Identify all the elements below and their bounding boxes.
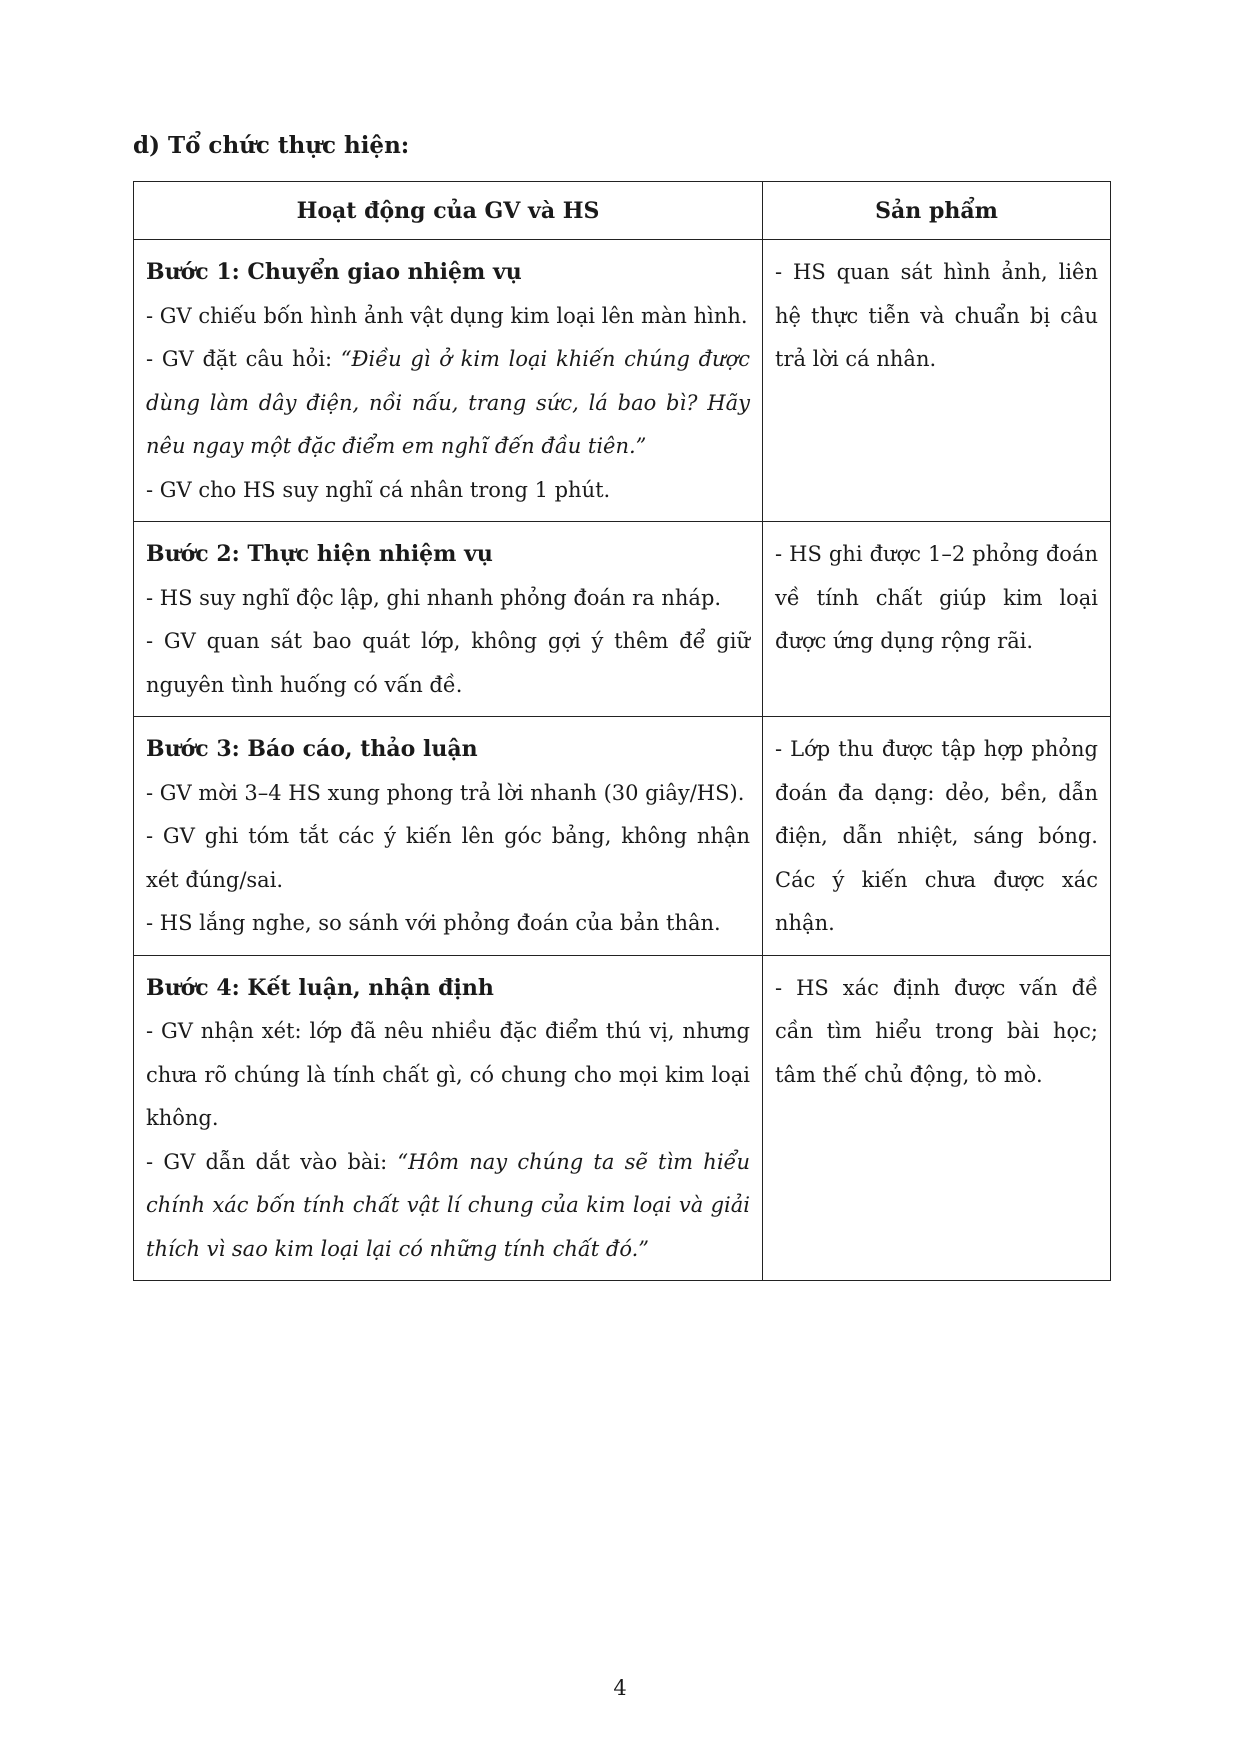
step-title: Bước 4: Kết luận, nhận định <box>146 974 494 1001</box>
product-text: - Lớp thu được tập hợp phỏng đoán đa dạng: dẻo, bền, dẫn điện, dẫn nhiệt, sáng bóng. Các ý kiến chưa được xác nhận. <box>775 737 1098 935</box>
teacher-intro-quote: “Hôm nay chúng ta sẽ tìm hiểu chính xác bốn tính chất vật lí chung của kim loại và giải thích vì sao kim loại lại có những tính chất đó.” <box>146 1149 750 1261</box>
product-cell <box>763 522 1111 717</box>
activity-cell <box>134 955 763 1281</box>
activity-text: - GV đặt câu hỏi: <box>146 347 341 371</box>
activity-line <box>146 338 750 469</box>
activity-line: - GV ghi tóm tắt các ý kiến lên góc bảng, không nhận xét đúng/sai. <box>146 824 750 892</box>
table-header-row <box>134 182 1111 240</box>
activity-line: - HS suy nghĩ độc lập, ghi nhanh phỏng đoán ra nháp. <box>146 585 722 610</box>
table-row <box>134 717 1111 956</box>
header-activity: Hoạt động của GV và HS <box>134 182 763 240</box>
activity-text: - GV dẫn dắt vào bài: <box>146 1149 398 1174</box>
product-text: - HS xác định được vấn đề cần tìm hiểu trong bài học; tâm thế chủ động, tò mò. <box>775 975 1098 1087</box>
step-title: Bước 1: Chuyển giao nhiệm vụ <box>146 259 522 285</box>
table-row <box>134 955 1111 1281</box>
product-cell <box>763 717 1111 956</box>
page-number: 4 <box>613 1676 627 1700</box>
product-text: - HS quan sát hình ảnh, liên hệ thực tiễn và chuẩn bị câu trả lời cá nhân. <box>775 260 1098 371</box>
table-row <box>134 522 1111 717</box>
activity-line: - GV mời 3–4 HS xung phong trả lời nhanh (30 giây/HS). <box>146 780 745 805</box>
header-product: Sản phẩm <box>763 182 1111 240</box>
activity-line: - GV nhận xét: lớp đã nêu nhiều đặc điểm thú vị, nhưng chưa rõ chúng là tính chất gì, có chung cho mọi kim loại không. <box>146 1019 750 1130</box>
section-heading: d) Tổ chức thực hiện: <box>133 132 410 159</box>
activity-cell <box>134 717 763 956</box>
product-cell <box>763 955 1111 1281</box>
step-title: Bước 3: Báo cáo, thảo luận <box>146 736 478 762</box>
teacher-question-quote: “Điều gì ở kim loại khiến chúng được dùng làm dây điện, nồi nấu, trang sức, lá bao bì? Hãy nêu ngay một đặc điểm em nghĩ đến đầu tiên.” <box>146 347 750 458</box>
activity-line <box>146 1141 750 1272</box>
activity-line: - GV quan sát bao quát lớp, không gợi ý thêm để giữ nguyên tình huống có vấn đề. <box>146 629 750 697</box>
table-row <box>134 240 1111 522</box>
activity-cell <box>134 240 763 522</box>
activity-line: - HS lắng nghe, so sánh với phỏng đoán của bản thân. <box>146 911 721 935</box>
activity-table <box>133 181 1111 1281</box>
activity-cell <box>134 522 763 717</box>
activity-line: - GV cho HS suy nghĩ cá nhân trong 1 phút. <box>146 477 611 502</box>
product-text: - HS ghi được 1–2 phỏng đoán về tính chất giúp kim loại được ứng dụng rộng rãi. <box>775 542 1098 653</box>
product-cell <box>763 240 1111 522</box>
step-title: Bước 2: Thực hiện nhiệm vụ <box>146 541 493 567</box>
activity-line: - GV chiếu bốn hình ảnh vật dụng kim loại lên màn hình. <box>146 303 748 328</box>
